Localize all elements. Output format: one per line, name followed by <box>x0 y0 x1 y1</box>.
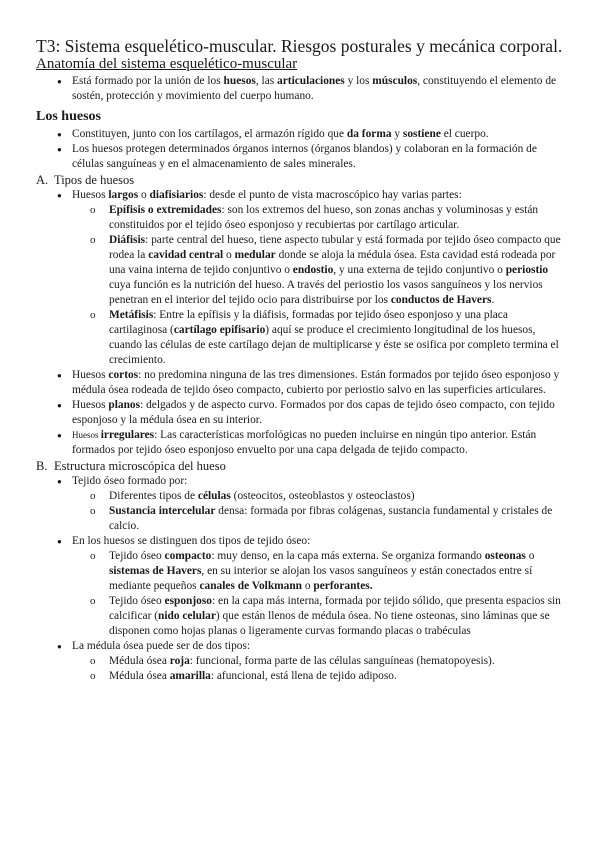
item-roja <box>72 654 564 669</box>
text: : desde el punto de vista macroscópico hay varias partes: <box>203 189 462 201</box>
section-letter: B. <box>36 459 48 473</box>
text: densa: formada por fibras colágenas, sustancia fundamental y cristales de calcio. <box>109 505 553 532</box>
bold-term: sostiene <box>402 128 441 140</box>
text: : Las características morfológicas no pueden incluirse en ningún tipo anterior. Están formados por tejido óseo esponjoso envuelto por una capa delgada de tejido compacto. <box>72 429 537 456</box>
item-diafisis <box>72 233 564 308</box>
medula-sublist <box>72 654 564 684</box>
text: donde se aloja la médula ósea. Esta cavidad está rodeada por una vaina interna de tejido conjuntivo o <box>109 249 556 276</box>
text: Está formado por la unión de los <box>72 75 224 87</box>
bold-term: amarilla <box>169 670 211 682</box>
item-distinguen <box>36 534 564 639</box>
bold-term: endostio <box>292 264 334 276</box>
document-page <box>36 36 564 684</box>
distinguen-sublist <box>72 549 564 639</box>
text: Constituyen, junto con los cartílagos, el armazón rígido que <box>72 128 347 140</box>
text: , constituyendo el elemento de sostén, protección y movimiento del cuerpo humano. <box>72 75 557 102</box>
text: : delgados y de aspecto curvo. Formados por dos capas de tejido óseo compacto, con tejido esponjoso y la médula ósea en su interior. <box>72 399 555 426</box>
bold-term: cartílago epifisario <box>173 324 266 336</box>
huesos-item-1 <box>36 127 564 142</box>
item-esponjoso <box>72 594 564 639</box>
section-subtitle: Anatomía del sistema esquelético-muscular <box>36 56 298 72</box>
text: o <box>223 249 235 261</box>
huesos-item-2: ● Los huesos protegen determinados órganos internos (órganos blandos) y colaboran en la formación de células sanguíneas y en el almacenamiento de sales minerales. <box>36 142 564 172</box>
text: el cuerpo. <box>440 128 489 140</box>
text: o <box>525 550 535 562</box>
bold-term: células <box>197 490 231 502</box>
text: ) que están llenos de médula ósea. No tiene osteonas, sino láminas que se disponen como hojas planas o ligeramente curvas formando placas o trabéculas <box>109 610 550 637</box>
text: En los huesos se distinguen dos tipos de tejido óseo: <box>72 535 311 547</box>
bold-term: medular <box>234 249 276 261</box>
text: : en la capa más interna, formada por tejido sólido, que presenta espacios sin calcificar ( <box>109 595 561 622</box>
text: , las <box>255 75 278 87</box>
bold-term: huesos <box>223 75 256 87</box>
section-title: Tipos de huesos <box>54 173 135 187</box>
item-metafisis <box>72 308 564 368</box>
text: Tejido óseo formado por: <box>72 475 188 487</box>
intro-item <box>36 74 564 104</box>
bold-term: osteonas <box>484 550 526 562</box>
item-tejido <box>36 474 564 534</box>
bold-term: Metáfisis <box>109 309 154 321</box>
intro-list <box>36 74 564 104</box>
text: : funcional, forma parte de las células sanguíneas (hematopoyesis). <box>189 655 495 667</box>
bold-term: sistemas de Havers <box>109 565 202 577</box>
section-b-list <box>36 474 564 684</box>
bold-term: nido celular <box>158 610 216 622</box>
text: ) aquí se produce el crecimiento longitudinal de los huesos, cuando las células de este cartílago dejan de multiplicarse y éste se osifica por completo termina el crecimiento. <box>109 324 559 366</box>
section-a-list <box>36 188 564 458</box>
text: , y una externa de tejido conjuntivo o <box>333 264 506 276</box>
bold-term: músculos <box>372 75 418 87</box>
bold-term: roja <box>169 655 190 667</box>
text: . <box>491 294 495 306</box>
text: : Entre la epífisis y la diáfisis, formadas por tejido óseo esponjoso y una placa cartilaginosa ( <box>109 309 508 336</box>
item-medula <box>36 639 564 684</box>
item-largos <box>36 188 564 368</box>
bold-term: periostio <box>505 264 549 276</box>
text: Tejido óseo <box>109 595 165 607</box>
bold-term: irregulares <box>100 429 155 441</box>
text: cuya función es la nutrición del hueso. A través del periostio los vasos sanguíneos y los nervios penetran en el interior del tejido ocio para distribuirse por los <box>109 279 543 306</box>
section-a-heading <box>36 173 564 188</box>
text: o <box>302 580 314 592</box>
item-cortos <box>36 368 564 398</box>
section-title: Estructura microscópica del hueso <box>54 459 226 473</box>
bold-term: da forma <box>346 128 392 140</box>
heading-huesos: Los huesos <box>36 109 101 124</box>
huesos-list <box>36 127 564 172</box>
text: : parte central del hueso, tiene aspecto tubular y está formada por tejido óseo compacto que rodea la <box>109 234 561 261</box>
text: Huesos <box>72 369 109 381</box>
text: La médula ósea puede ser de dos tipos: <box>72 640 251 652</box>
text: Médula ósea <box>109 670 170 682</box>
bold-term: diafisiarios <box>149 189 204 201</box>
bold-term: conductos de Havers <box>390 294 492 306</box>
text: : no predomina ninguna de las tres dimensiones. Están formados por tejido óseo esponjoso y médula ósea rodeada de tejido óseo compacto, cubierto por periostio salvo en las superficies articulares. <box>72 369 560 396</box>
bold-term: planos <box>108 399 141 411</box>
text: y los <box>344 75 373 87</box>
text: o <box>138 189 150 201</box>
document-title: T3: Sistema esquelético-muscular. Riesgos posturales y mecánica corporal. <box>36 36 563 56</box>
item-compacto <box>72 549 564 594</box>
bold-term: perforantes. <box>313 580 373 592</box>
text: Huesos <box>72 430 101 440</box>
section-b-heading <box>36 459 564 474</box>
text: : muy denso, en la capa más externa. Se organiza formando <box>211 550 485 562</box>
item-planos <box>36 398 564 428</box>
bold-term: Diáfisis <box>109 234 146 246</box>
text: (osteocitos, osteoblastos y osteoclastos) <box>230 490 415 502</box>
bold-term: cortos <box>108 369 139 381</box>
text: Huesos <box>72 189 109 201</box>
largos-sublist <box>72 203 564 368</box>
bold-term: Epífisis o extremidades <box>109 204 222 216</box>
item-epifisis <box>72 203 564 233</box>
item-sustancia <box>72 504 564 534</box>
text: Médula ósea <box>109 655 170 667</box>
text: , en su interior se alojan los vasos sanguíneos y están conectados entre sí mediante pequeños <box>109 565 533 592</box>
text: : afuncional, está llena de tejido adiposo. <box>210 670 397 682</box>
item-celulas <box>72 489 564 504</box>
bold-term: cavidad central <box>148 249 224 261</box>
bold-term: largos <box>108 189 139 201</box>
text: Tejido óseo <box>109 550 165 562</box>
tejido-sublist <box>72 489 564 534</box>
item-irregulares <box>36 428 564 458</box>
bold-term: compacto <box>164 550 212 562</box>
bold-term: articulaciones <box>277 75 345 87</box>
text: Diferentes tipos de <box>109 490 198 502</box>
text: y <box>391 128 403 140</box>
bold-term: Sustancia intercelular <box>109 505 216 517</box>
item-amarilla <box>72 669 564 684</box>
text: Huesos <box>72 399 109 411</box>
bold-term: canales de Volkmann <box>199 580 303 592</box>
section-letter: A. <box>36 173 49 187</box>
bold-term: esponjoso <box>164 595 212 607</box>
text: : son los extremos del hueso, son zonas anchas y voluminosas y están constituidos por el tejido óseo esponjoso y recubiertas por cartílago articular. <box>109 204 539 231</box>
